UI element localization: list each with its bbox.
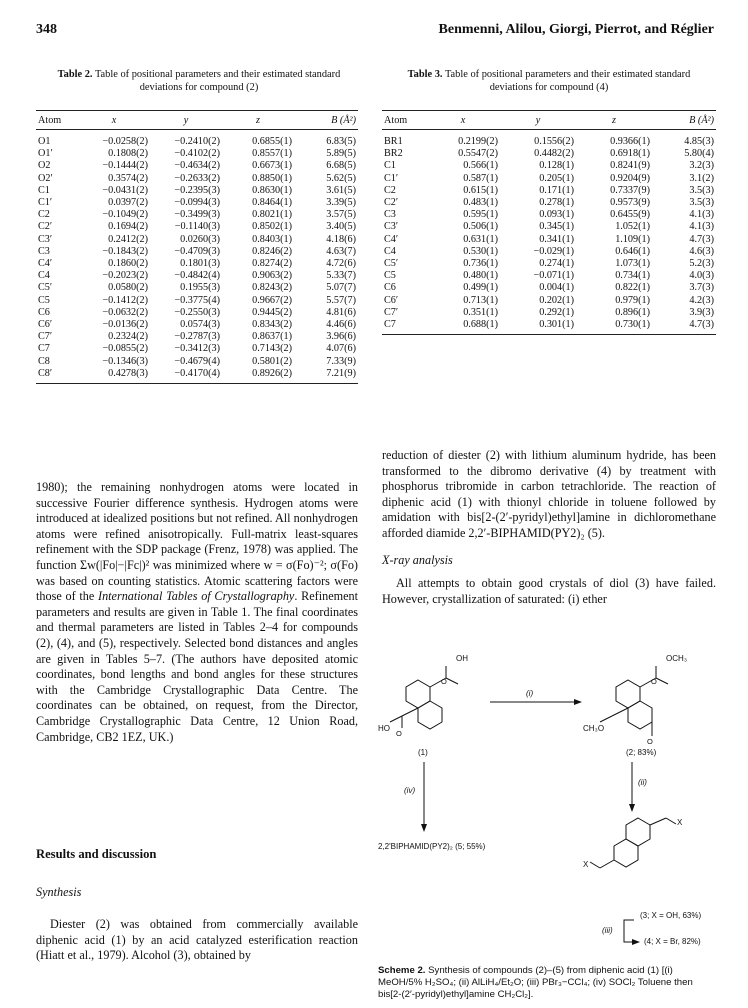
- carbonyl-o-right-label: O: [651, 677, 657, 686]
- step-iii-label: (iii): [602, 926, 613, 935]
- table2-cell-z: 0.8502(1): [252, 221, 292, 233]
- table2-row: [36, 282, 358, 294]
- table2-cell-x: 0.2324(2): [108, 331, 148, 343]
- section-title: Results and discussion: [36, 847, 157, 861]
- table3-cell-y: 0.1556(2): [534, 136, 574, 147]
- table2-row: [36, 368, 358, 384]
- table3-cell-b: 4.7(3): [689, 319, 714, 331]
- left-p2-text: Diester (2) was obtained from commercially available diphenic acid (1) by an acid catalyzed esterification reaction (Hiatt et al., 1979). Alcohol (3), obtained by: [36, 917, 358, 963]
- table3-cell-y: 0.341(1): [539, 233, 574, 245]
- table2-cell-y: −0.2410(2): [174, 136, 220, 147]
- table3-cell-z: 1.073(1): [615, 258, 650, 270]
- table3-cell-atom: C1: [384, 160, 396, 172]
- table2-cell-z: 0.6855(1): [252, 136, 292, 147]
- table3-cell-x: 0.631(1): [463, 233, 498, 245]
- table2-cell-atom: C7: [38, 343, 50, 355]
- table3-cell-y: 0.205(1): [539, 172, 574, 184]
- scheme-caption-text: Synthesis of compounds (2)–(5) from diphenic acid (1) [(i) MeOH/5% H₂SO₄; (ii) AlLiH₄/Et₂O; (iii) PBr₃−CCl₄; (iv) SOCl₂ Toluene then bis[2-(2′-pyridyl)ethyl]amine CH₂Cl₂].: [378, 965, 693, 1000]
- table2-cell-b: 4.46(6): [326, 319, 356, 331]
- table3-cell-x: 0.483(1): [463, 197, 498, 209]
- table3-cell-y: 0.004(1): [539, 282, 574, 294]
- table2-cell-y: −0.2395(3): [174, 184, 220, 196]
- table2-cell-z: 0.8403(1): [252, 233, 292, 245]
- table3-cell-b: 4.2(3): [689, 294, 714, 306]
- table3-row: [382, 160, 716, 172]
- table3-cell-x: 0.530(1): [463, 245, 498, 257]
- scheme-caption: [378, 965, 718, 1001]
- table3-cell-z: 0.730(1): [615, 319, 650, 331]
- table2-cell-b: 5.89(5): [326, 148, 356, 160]
- table2-cell-b: 3.96(6): [326, 331, 356, 343]
- table3-cell-y: 0.093(1): [539, 209, 574, 221]
- table2-cell-x: −0.2023(2): [102, 270, 148, 282]
- table2-cell-z: 0.9445(2): [252, 306, 292, 318]
- table2-body: [36, 130, 358, 384]
- table2-cell-atom: C6′: [38, 319, 53, 331]
- table2-cell-y: 0.1801(3): [180, 258, 220, 270]
- table2-cell-z: 0.8926(2): [252, 367, 292, 379]
- table2-header-z: z: [256, 114, 260, 126]
- table2-cell-y: −0.3412(3): [174, 343, 220, 355]
- table3-row: [382, 246, 716, 258]
- table2-cell-atom: O2: [38, 160, 51, 172]
- table3-cell-x: 0.480(1): [463, 270, 498, 282]
- table2-cell-atom: C1: [38, 184, 50, 196]
- table2-cell-z: 0.8021(1): [252, 209, 292, 221]
- subsection-title-xray: X-ray analysis: [382, 553, 453, 567]
- table2-cell-z: 0.8274(2): [252, 258, 292, 270]
- table2-label: Table 2.: [57, 69, 93, 80]
- right-p1-text: reduction of diester (2) with lithium aluminum hydride, has been transformed to the dibromo derivative (4) by treatment with phosphorus tribromide in carbon tetrachloride. The reaction of diphenic acid (1) with thionyl chloride in toluene followed by amidation with bis[2-(2′-pyridyl)ethyl]amine in dichloromethane afforded diamide 2,2′-BIPHAMID(PY2)₂ (5).: [382, 448, 716, 540]
- table3-cell-y: 0.278(1): [539, 197, 574, 209]
- table2-cell-atom: C1′: [38, 197, 53, 209]
- table2-cell-b: 4.63(7): [326, 245, 356, 257]
- bracket-step-iii: [624, 920, 634, 942]
- table3-row: [382, 295, 716, 307]
- table2-cell-atom: O1′: [38, 148, 53, 160]
- right-paragraph-2: [382, 576, 716, 607]
- table3-header-x: x: [460, 114, 466, 126]
- table3-header-z: z: [612, 114, 616, 126]
- step-iv-label: (iv): [404, 786, 416, 795]
- table2-cell-atom: C2′: [38, 221, 53, 233]
- table2-cell-y: −0.1140(3): [174, 221, 220, 233]
- table3-cell-atom: C2′: [384, 197, 399, 209]
- table3-row: [382, 270, 716, 282]
- table3-cell-atom: C7′: [384, 306, 399, 318]
- table3-cell-x: 0.2199(2): [458, 136, 498, 147]
- reaction-scheme: [378, 654, 720, 958]
- table2-cell-y: 0.0574(3): [180, 319, 220, 331]
- table3-header-atom: Atom: [384, 114, 408, 126]
- table2-cell-y: −0.3499(3): [174, 209, 220, 221]
- table3-cell-b: 3.1(2): [689, 172, 714, 184]
- right-paragraph-1: [382, 448, 716, 542]
- table2-cell-atom: C8: [38, 355, 50, 367]
- table2-cell-z: 0.8464(1): [252, 197, 292, 209]
- table2-cell-atom: C2: [38, 209, 50, 221]
- step-ii-label: (ii): [638, 778, 647, 787]
- table2-cell-z: 0.8246(2): [252, 245, 292, 257]
- table2-header-y: y: [183, 114, 189, 126]
- table3-cell-atom: C6: [384, 282, 396, 294]
- table3-cell-y: 0.345(1): [539, 221, 574, 233]
- table3-cell-z: 0.6455(9): [610, 209, 650, 221]
- table2-cell-z: 0.7143(2): [252, 343, 292, 355]
- table2-row: [36, 319, 358, 331]
- table3-cell-x: 0.499(1): [463, 282, 498, 294]
- left-paragraph-2: [36, 917, 358, 964]
- left-p1-reference: International Tables of Crystallography: [98, 589, 295, 604]
- table3-body: [382, 130, 716, 335]
- table3-row: [382, 197, 716, 209]
- table2-cell-b: 6.83(5): [326, 136, 356, 147]
- table3-cell-y: −0.071(1): [533, 270, 574, 282]
- table2-cell-atom: C6: [38, 306, 50, 318]
- left-column-text: [36, 480, 358, 745]
- table3-row: [382, 234, 716, 246]
- table3-row: [382, 173, 716, 185]
- table2-row: [36, 343, 358, 355]
- table3-cell-x: 0.736(1): [463, 258, 498, 270]
- table2-row: [36, 148, 358, 160]
- table2-row: [36, 331, 358, 343]
- x-substituent-top: X: [677, 818, 683, 827]
- table2-header-b: B (Å²): [331, 114, 356, 126]
- table3-cell-z: 0.7337(9): [610, 184, 650, 196]
- left-p1-text: 1980); the remaining nonhydrogen atoms were located in successive Fourier difference synthesis. Hydrogen atoms were introduced at idealized positions but not refined. All nonhydrogen atoms were refined anisotropically. Full-matrix least-squares refinement with the SDP package (Frenz, 1978) was applied. The function Σw(|Fo|−|Fc|)² was minimized where w = σ(Fo)⁻²; σ(Fo) was based on counting statistics. Atomic scattering factors were those of the: [36, 480, 358, 604]
- table3-cell-z: 0.896(1): [615, 306, 650, 318]
- table2-cell-z: 0.6673(1): [252, 160, 292, 172]
- table3-row: [382, 130, 716, 149]
- table3-cell-b: 4.1(3): [689, 221, 714, 233]
- table2-cell-y: 0.1955(3): [180, 282, 220, 294]
- table3-cell-z: 0.9366(1): [610, 136, 650, 147]
- right-p2-text: All attempts to obtain good crystals of diol (3) have failed. However, crystallization of saturated: (i) ether: [382, 576, 716, 606]
- page-number: 348: [36, 22, 57, 37]
- table2-cell-x: 0.1860(2): [108, 258, 148, 270]
- table3: [382, 110, 716, 335]
- table3-row: [382, 209, 716, 221]
- table2-row: [36, 307, 358, 319]
- table2-cell-y: −0.4634(2): [174, 160, 220, 172]
- table3-cell-atom: C1′: [384, 172, 399, 184]
- table3-cell-y: −0.029(1): [533, 245, 574, 257]
- table3-header-y: y: [535, 114, 541, 126]
- table2-cell-atom: O1: [38, 136, 51, 147]
- table3-cell-x: 0.351(1): [463, 306, 498, 318]
- table2-cell-b: 3.39(5): [326, 197, 356, 209]
- table3-cell-b: 4.1(3): [689, 209, 714, 221]
- left-paragraph-1: [36, 480, 358, 745]
- table3-label: Table 3.: [407, 69, 443, 80]
- table3-cell-b: 3.7(3): [689, 282, 714, 294]
- left-p1-end: . Refinement parameters and results are given in Table 1. The final coordinates and thermal parameters are listed in Tables 2–4 for compounds (2), (4), and (5), respectively. Selected bond distances and angles are given in Tables 5–7. (The authors have deposited atomic coordinates, bond lengths and bond angles for these structures with the Cambridge Crystallographic Data Centre. The coordinates can be obtained, on request, from the Director, Cambridge Crystallographic Data Centre, 12 Union Road, Cambridge, CB2 1EZ, UK.): [36, 589, 358, 744]
- table2-row: [36, 234, 358, 246]
- table3-cell-atom: C4: [384, 245, 396, 257]
- table3-cell-y: 0.171(1): [539, 184, 574, 196]
- table2-header-atom: Atom: [38, 114, 62, 126]
- table2-cell-b: 5.57(7): [326, 294, 356, 306]
- table3-cell-x: 0.566(1): [463, 160, 498, 172]
- table2-cell-y: −0.4842(4): [174, 270, 220, 282]
- table2-cell-x: −0.1843(2): [102, 245, 148, 257]
- table2-cell-x: −0.0855(2): [102, 343, 148, 355]
- table3-caption: [388, 68, 710, 94]
- table2-cell-y: −0.3775(4): [174, 294, 220, 306]
- table2-cell-atom: C7′: [38, 331, 53, 343]
- table3-cell-z: 0.822(1): [615, 282, 650, 294]
- page-header: [36, 22, 714, 44]
- table3-row: [382, 221, 716, 233]
- table2-caption: [40, 68, 358, 94]
- table2-cell-b: 3.61(5): [326, 184, 356, 196]
- table2-row: [36, 209, 358, 221]
- table2-caption-text: Table of positional parameters and their estimated standard deviations for compound (2): [94, 69, 341, 93]
- ch3o-group-label: CH₃O: [583, 724, 605, 733]
- table2-header-row: [36, 111, 358, 130]
- table2-row: [36, 197, 358, 209]
- table2-cell-b: 7.33(9): [326, 355, 356, 367]
- table2-cell-x: −0.0632(2): [102, 306, 148, 318]
- table3-cell-b: 4.7(3): [689, 233, 714, 245]
- table2-row: [36, 246, 358, 258]
- table3-cell-z: 0.6918(1): [610, 148, 650, 160]
- compound-2-label: (2; 83%): [626, 748, 657, 757]
- table2-cell-atom: C5: [38, 294, 50, 306]
- table2-cell-x: −0.1346(3): [102, 355, 148, 367]
- table2-cell-x: 0.0580(2): [108, 282, 148, 294]
- table2-row: [36, 295, 358, 307]
- ho-group-label: HO: [378, 724, 390, 733]
- table3-cell-atom: C3: [384, 209, 396, 221]
- diester-structure: [600, 666, 668, 736]
- table2-cell-b: 4.72(6): [326, 258, 356, 270]
- table2-row: [36, 173, 358, 185]
- table2-cell-y: −0.2550(3): [174, 306, 220, 318]
- table2-cell-x: 0.4278(3): [108, 367, 148, 379]
- table3-header-b: B (Å²): [689, 114, 714, 126]
- table2-row: [36, 270, 358, 282]
- table2-cell-z: 0.8637(1): [252, 331, 292, 343]
- table3-cell-y: 0.292(1): [539, 306, 574, 318]
- table2-cell-b: 4.81(6): [326, 306, 356, 318]
- table3-cell-b: 4.6(3): [689, 245, 714, 257]
- table3-cell-b: 3.2(3): [689, 160, 714, 172]
- table2-cell-y: −0.4170(4): [174, 367, 220, 379]
- dibromo-structure: [590, 818, 676, 868]
- compound-3-label: (3; X = OH, 63%): [640, 911, 702, 920]
- table2-cell-z: 0.8243(2): [252, 282, 292, 294]
- table2-cell-x: −0.1412(2): [102, 294, 148, 306]
- table3-cell-x: 0.587(1): [463, 172, 498, 184]
- table3-cell-atom: C5′: [384, 258, 399, 270]
- table2-cell-y: −0.4102(2): [174, 148, 220, 160]
- table3-cell-atom: BR2: [384, 148, 403, 160]
- table3-cell-z: 0.9573(9): [610, 197, 650, 209]
- table3-cell-b: 5.80(4): [684, 148, 714, 160]
- table2-cell-z: 0.9063(2): [252, 270, 292, 282]
- table2-cell-x: −0.0258(2): [102, 136, 148, 147]
- diphenic-acid-structure: [390, 666, 458, 729]
- table3-cell-x: 0.615(1): [463, 184, 498, 196]
- table3-cell-z: 0.646(1): [615, 245, 650, 257]
- table3-cell-z: 0.9204(9): [610, 172, 650, 184]
- table3-cell-b: 3.5(3): [689, 184, 714, 196]
- table2-cell-b: 3.57(5): [326, 209, 356, 221]
- table2-cell-x: −0.1049(2): [102, 209, 148, 221]
- table3-cell-atom: BR1: [384, 136, 403, 147]
- table3-cell-z: 0.734(1): [615, 270, 650, 282]
- table2-cell-atom: C5′: [38, 282, 53, 294]
- table3-cell-y: 0.4482(2): [534, 148, 574, 160]
- table2-cell-y: 0.0260(3): [180, 233, 220, 245]
- table2-cell-y: −0.2787(3): [174, 331, 220, 343]
- table2-cell-x: −0.1444(2): [102, 160, 148, 172]
- step-i-label: (i): [526, 689, 534, 698]
- table2-cell-b: 7.21(9): [326, 367, 356, 379]
- table2-cell-atom: C4: [38, 270, 50, 282]
- table2-cell-z: 0.8630(1): [252, 184, 292, 196]
- table3-cell-y: 0.274(1): [539, 258, 574, 270]
- table2-row: [36, 258, 358, 270]
- scheme-caption-label: Scheme 2.: [378, 965, 426, 976]
- table3-cell-b: 5.2(3): [689, 258, 714, 270]
- oh-group-label: OH: [456, 654, 468, 663]
- table3-cell-z: 1.052(1): [615, 221, 650, 233]
- table3-cell-atom: C3′: [384, 221, 399, 233]
- table3-cell-y: 0.301(1): [539, 319, 574, 331]
- table3-row: [382, 282, 716, 294]
- table3-row: [382, 307, 716, 319]
- table2-cell-z: 0.9667(2): [252, 294, 292, 306]
- table3-cell-z: 1.109(1): [615, 233, 650, 245]
- table2-row: [36, 130, 358, 149]
- table2-cell-x: −0.0431(2): [102, 184, 148, 196]
- table2-cell-x: 0.2412(2): [108, 233, 148, 245]
- table3-cell-atom: C6′: [384, 294, 399, 306]
- compound-1-label: (1): [418, 748, 428, 757]
- table2-cell-b: 5.33(7): [326, 270, 356, 282]
- table2-cell-x: 0.1808(2): [108, 148, 148, 160]
- table2-cell-b: 3.40(5): [326, 221, 356, 233]
- carbonyl-o-left-bottom-label: O: [396, 729, 402, 738]
- table3-cell-x: 0.688(1): [463, 319, 498, 331]
- table3-cell-x: 0.713(1): [463, 294, 498, 306]
- table2-cell-b: 6.68(5): [326, 160, 356, 172]
- table2-cell-z: 0.8343(2): [252, 319, 292, 331]
- table3-cell-y: 0.202(1): [539, 294, 574, 306]
- table3-cell-x: 0.5547(2): [458, 148, 498, 160]
- table2-row: [36, 221, 358, 233]
- table2-cell-y: −0.4709(3): [174, 245, 220, 257]
- table2-row: [36, 185, 358, 197]
- x-substituent-bottom: X: [583, 860, 589, 869]
- table2-cell-atom: C3: [38, 245, 50, 257]
- carbonyl-o-right-bottom-label: O: [647, 737, 653, 746]
- table2-cell-b: 5.62(5): [326, 172, 356, 184]
- table3-cell-atom: C7: [384, 319, 396, 331]
- table2-cell-b: 4.07(6): [326, 343, 356, 355]
- table2-cell-x: −0.0136(2): [102, 319, 148, 331]
- compound-4-label: (4; X = Br, 82%): [644, 937, 701, 946]
- table3-cell-atom: C5: [384, 270, 396, 282]
- table3-cell-z: 0.8241(9): [610, 160, 650, 172]
- table2-cell-atom: O2′: [38, 172, 53, 184]
- table2-cell-z: 0.5801(2): [252, 355, 292, 367]
- table2-cell-z: 0.8850(1): [252, 172, 292, 184]
- table3-cell-atom: C4′: [384, 233, 399, 245]
- table3-row: [382, 319, 716, 335]
- table2-cell-x: 0.3574(2): [108, 172, 148, 184]
- table3-cell-b: 4.85(3): [684, 136, 714, 147]
- compound-5-label: 2,2'BIPHAMID(PY2)₂ (5; 55%): [378, 842, 486, 851]
- table2-cell-y: −0.4679(4): [174, 355, 220, 367]
- carbonyl-o-left-label: O: [441, 677, 447, 686]
- table2-cell-z: 0.8557(1): [252, 148, 292, 160]
- table2-header-x: x: [111, 114, 117, 126]
- table2-row: [36, 160, 358, 172]
- running-authors: Benmenni, Alilou, Giorgi, Pierrot, and Réglier: [438, 22, 714, 37]
- table2-cell-atom: C8′: [38, 367, 53, 379]
- table2-cell-atom: C3′: [38, 233, 53, 245]
- subsection-title-synthesis: Synthesis: [36, 885, 82, 899]
- table3-cell-b: 3.5(3): [689, 197, 714, 209]
- table3-cell-b: 3.9(3): [689, 306, 714, 318]
- table3-cell-b: 4.0(3): [689, 270, 714, 282]
- table3-caption-text: Table of positional parameters and their estimated standard deviations for compound (4): [444, 69, 691, 93]
- table3-cell-y: 0.128(1): [539, 160, 574, 172]
- table2-row: [36, 356, 358, 368]
- table3-row: [382, 148, 716, 160]
- table2-cell-b: 4.18(6): [326, 233, 356, 245]
- table2-cell-b: 5.07(7): [326, 282, 356, 294]
- och3-group-label: OCH₃: [666, 654, 688, 663]
- table2-cell-y: −0.2633(2): [174, 172, 220, 184]
- table2-cell-atom: C4′: [38, 258, 53, 270]
- table3-row: [382, 185, 716, 197]
- table3-cell-x: 0.506(1): [463, 221, 498, 233]
- table2: [36, 110, 358, 384]
- table3-header-row: [382, 111, 716, 130]
- table2-cell-x: 0.0397(2): [108, 197, 148, 209]
- table2-cell-x: 0.1694(2): [108, 221, 148, 233]
- table3-row: [382, 258, 716, 270]
- table3-cell-atom: C2: [384, 184, 396, 196]
- table3-cell-z: 0.979(1): [615, 294, 650, 306]
- table2-cell-y: −0.0994(3): [174, 197, 220, 209]
- table3-cell-x: 0.595(1): [463, 209, 498, 221]
